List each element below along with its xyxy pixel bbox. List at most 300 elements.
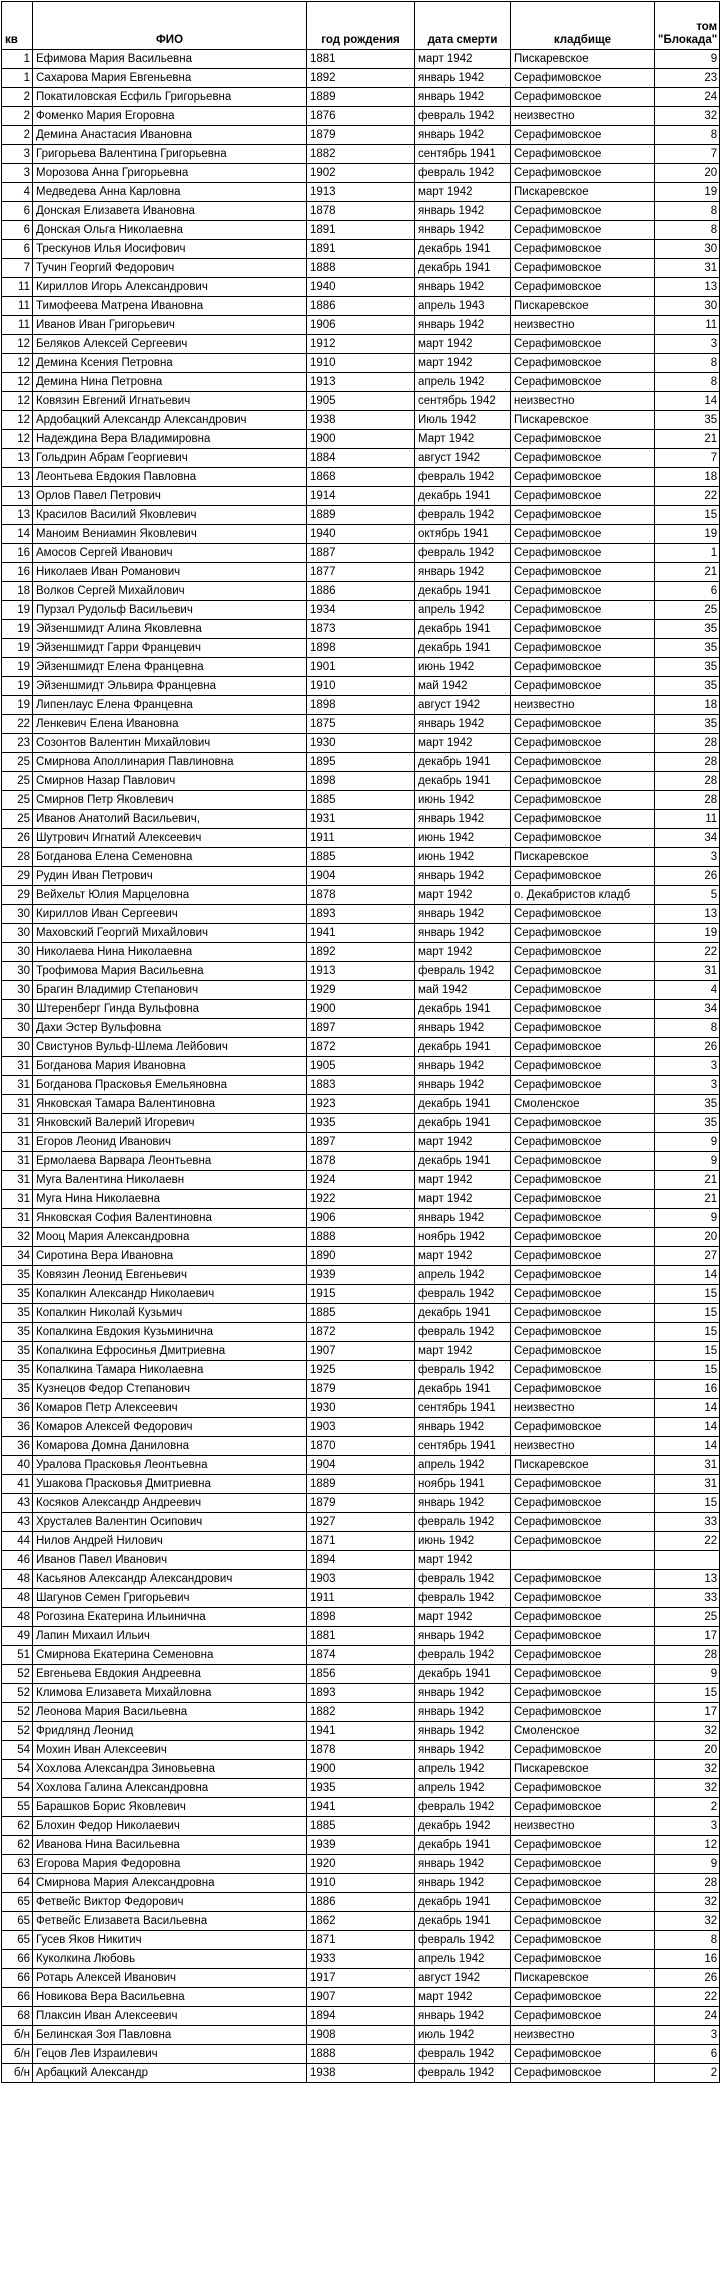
cell-birth-year: 1939	[307, 1266, 415, 1285]
cell-kv: 2	[2, 107, 33, 126]
cell-birth-year: 1933	[307, 1950, 415, 1969]
cell-birth-year: 1889	[307, 1475, 415, 1494]
cell-cemetery: Серафимовское	[511, 1057, 655, 1076]
cell-volume: 19	[655, 525, 720, 544]
cell-cemetery: Серафимовское	[511, 563, 655, 582]
cell-fio: Эйзеншмидт Алина Яковлевна	[33, 620, 307, 639]
cell-cemetery: Серафимовское	[511, 1076, 655, 1095]
cell-cemetery: Серафимовское	[511, 449, 655, 468]
cell-cemetery: Серафимовское	[511, 639, 655, 658]
cell-volume: 16	[655, 1380, 720, 1399]
table-row	[2, 1399, 720, 1418]
cell-fio: Фридлянд Леонид	[33, 1722, 307, 1741]
cell-cemetery: Пискаревское	[511, 1456, 655, 1475]
cell-kv: 26	[2, 829, 33, 848]
cell-fio: Тимофеева Матрена Ивановна	[33, 297, 307, 316]
cell-volume: 17	[655, 1703, 720, 1722]
table-row	[2, 1228, 720, 1247]
cell-fio: Копалкин Александр Николаевич	[33, 1285, 307, 1304]
cell-volume: 18	[655, 468, 720, 487]
table-row	[2, 2026, 720, 2045]
cell-fio: Муга Валентина Николаевн	[33, 1171, 307, 1190]
cell-birth-year: 1891	[307, 240, 415, 259]
cell-cemetery: Серафимовское	[511, 202, 655, 221]
cell-death-date: январь 1942	[415, 69, 511, 88]
cell-fio: Муга Нина Николаевна	[33, 1190, 307, 1209]
cell-kv: 46	[2, 1551, 33, 1570]
cell-fio: Арбацкий Александр	[33, 2064, 307, 2083]
cell-death-date: январь 1942	[415, 278, 511, 297]
cell-kv: 35	[2, 1323, 33, 1342]
cell-birth-year: 1900	[307, 430, 415, 449]
cell-birth-year: 1905	[307, 1057, 415, 1076]
cell-birth-year: 1879	[307, 1380, 415, 1399]
cell-birth-year: 1906	[307, 316, 415, 335]
cell-death-date: декабрь 1941	[415, 1095, 511, 1114]
cell-volume: 8	[655, 1931, 720, 1950]
cell-cemetery: Серафимовское	[511, 1893, 655, 1912]
table-row	[2, 107, 720, 126]
table-row	[2, 1456, 720, 1475]
cell-fio: Григорьева Валентина Григорьевна	[33, 145, 307, 164]
cell-volume: 15	[655, 1361, 720, 1380]
cell-volume: 32	[655, 1893, 720, 1912]
cell-volume: 18	[655, 696, 720, 715]
cell-kv: 36	[2, 1437, 33, 1456]
cell-death-date: август 1942	[415, 449, 511, 468]
cell-cemetery: Серафимовское	[511, 1836, 655, 1855]
cell-volume: 19	[655, 924, 720, 943]
cell-fio: Комаров Петр Алексеевич	[33, 1399, 307, 1418]
cell-volume: 9	[655, 50, 720, 69]
cell-fio: Кириллов Иван Сергеевич	[33, 905, 307, 924]
cell-cemetery: Серафимовское	[511, 1266, 655, 1285]
table-row	[2, 1114, 720, 1133]
cell-birth-year: 1907	[307, 1342, 415, 1361]
cell-cemetery: Серафимовское	[511, 1589, 655, 1608]
table-row	[2, 1133, 720, 1152]
cell-birth-year: 1920	[307, 1855, 415, 1874]
cell-kv: 31	[2, 1057, 33, 1076]
cell-kv: 19	[2, 696, 33, 715]
cell-cemetery: Смоленское	[511, 1095, 655, 1114]
cell-fio: Демина Ксения Петровна	[33, 354, 307, 373]
cell-fio: Трофимова Мария Васильевна	[33, 962, 307, 981]
cell-cemetery: Серафимовское	[511, 1019, 655, 1038]
cell-volume: 25	[655, 601, 720, 620]
table-row	[2, 1437, 720, 1456]
cell-death-date: март 1942	[415, 1988, 511, 2007]
table-row	[2, 1570, 720, 1589]
cell-fio: Богданова Елена Семеновна	[33, 848, 307, 867]
table-row	[2, 69, 720, 88]
cell-volume: 3	[655, 848, 720, 867]
cell-volume: 15	[655, 1323, 720, 1342]
cell-kv: 11	[2, 278, 33, 297]
cell-volume: 28	[655, 1874, 720, 1893]
cell-birth-year: 1908	[307, 2026, 415, 2045]
cell-kv: 25	[2, 810, 33, 829]
cell-cemetery: неизвестно	[511, 392, 655, 411]
cell-fio: Копалкина Ефросинья Дмитриевна	[33, 1342, 307, 1361]
cell-fio: Николаев Иван Романович	[33, 563, 307, 582]
cell-kv: 16	[2, 563, 33, 582]
cell-kv: 19	[2, 620, 33, 639]
cell-birth-year: 1887	[307, 544, 415, 563]
cell-fio: Амосов Сергей Иванович	[33, 544, 307, 563]
cell-kv: 66	[2, 1950, 33, 1969]
cell-volume: 14	[655, 1437, 720, 1456]
cell-fio: Белинская Зоя Павловна	[33, 2026, 307, 2045]
cell-birth-year: 1901	[307, 658, 415, 677]
cell-death-date: декабрь 1941	[415, 753, 511, 772]
table-row	[2, 1817, 720, 1836]
table-row	[2, 468, 720, 487]
cell-kv: 51	[2, 1646, 33, 1665]
cell-birth-year: 1930	[307, 734, 415, 753]
cell-kv: 52	[2, 1722, 33, 1741]
cell-death-date: январь 1942	[415, 924, 511, 943]
cell-fio: Нилов Андрей Нилович	[33, 1532, 307, 1551]
cell-death-date: февраль 1942	[415, 164, 511, 183]
cell-birth-year: 1898	[307, 772, 415, 791]
table-row	[2, 221, 720, 240]
cell-fio: Ковязин Леонид Евгеньевич	[33, 1266, 307, 1285]
cell-cemetery: Серафимовское	[511, 430, 655, 449]
cell-birth-year: 1883	[307, 1076, 415, 1095]
cell-fio: Рудин Иван Петрович	[33, 867, 307, 886]
cell-death-date: февраль 1942	[415, 1798, 511, 1817]
table-row	[2, 943, 720, 962]
table-row	[2, 164, 720, 183]
cell-cemetery: Серафимовское	[511, 1513, 655, 1532]
cell-fio: Пурзал Рудольф Васильевич	[33, 601, 307, 620]
cell-birth-year: 1893	[307, 1684, 415, 1703]
cell-kv: 66	[2, 1969, 33, 1988]
cell-birth-year: 1906	[307, 1209, 415, 1228]
table-row	[2, 601, 720, 620]
cell-death-date: август 1942	[415, 1969, 511, 1988]
cell-birth-year: 1881	[307, 1627, 415, 1646]
table-row	[2, 658, 720, 677]
cell-cemetery: Серафимовское	[511, 1418, 655, 1437]
table-row	[2, 1988, 720, 2007]
cell-fio: Комаров Алексей Федорович	[33, 1418, 307, 1437]
cell-cemetery: Пискаревское	[511, 1760, 655, 1779]
cell-cemetery: Серафимовское	[511, 981, 655, 1000]
table-row	[2, 487, 720, 506]
cell-death-date: март 1942	[415, 1551, 511, 1570]
header-fio: ФИО	[33, 2, 307, 50]
cell-volume: 26	[655, 867, 720, 886]
cell-birth-year: 1913	[307, 183, 415, 202]
table-row	[2, 1684, 720, 1703]
cell-kv: 7	[2, 259, 33, 278]
cell-death-date: апрель 1942	[415, 1950, 511, 1969]
cell-kv: б/н	[2, 2045, 33, 2064]
cell-birth-year: 1923	[307, 1095, 415, 1114]
cell-volume: 3	[655, 1057, 720, 1076]
cell-birth-year: 1876	[307, 107, 415, 126]
table-row	[2, 620, 720, 639]
cell-cemetery: Серафимовское	[511, 221, 655, 240]
cell-birth-year: 1878	[307, 202, 415, 221]
cell-death-date: ноябрь 1942	[415, 1228, 511, 1247]
cell-volume: 7	[655, 449, 720, 468]
cell-fio: Николаева Нина Николаевна	[33, 943, 307, 962]
cell-death-date: Март 1942	[415, 430, 511, 449]
cell-kv: 4	[2, 183, 33, 202]
cell-volume: 21	[655, 430, 720, 449]
cell-fio: Медведева Анна Карловна	[33, 183, 307, 202]
cell-death-date: январь 1942	[415, 905, 511, 924]
cell-birth-year: 1925	[307, 1361, 415, 1380]
cell-death-date: декабрь 1941	[415, 772, 511, 791]
cell-fio: Хохлова Александра Зиновьевна	[33, 1760, 307, 1779]
cell-kv: 6	[2, 240, 33, 259]
cell-birth-year: 1902	[307, 164, 415, 183]
cell-cemetery: Серафимовское	[511, 791, 655, 810]
cell-birth-year: 1892	[307, 943, 415, 962]
cell-kv: 1	[2, 69, 33, 88]
cell-death-date: декабрь 1941	[415, 1380, 511, 1399]
cell-kv: 30	[2, 1038, 33, 1057]
cell-birth-year: 1886	[307, 582, 415, 601]
cell-kv: 19	[2, 658, 33, 677]
cell-volume: 23	[655, 69, 720, 88]
cell-death-date: январь 1942	[415, 1741, 511, 1760]
cell-fio: Рогозина Екатерина Ильинична	[33, 1608, 307, 1627]
cell-cemetery: Серафимовское	[511, 1646, 655, 1665]
table-row	[2, 1285, 720, 1304]
cell-birth-year: 1904	[307, 1456, 415, 1475]
table-row	[2, 1741, 720, 1760]
table-row	[2, 126, 720, 145]
cell-death-date: январь 1942	[415, 1076, 511, 1095]
table-row	[2, 525, 720, 544]
table-row	[2, 316, 720, 335]
cell-volume: 24	[655, 2007, 720, 2026]
cell-birth-year: 1931	[307, 810, 415, 829]
cell-cemetery: Серафимовское	[511, 1532, 655, 1551]
table-row	[2, 1608, 720, 1627]
cell-death-date: декабрь 1941	[415, 1152, 511, 1171]
cell-volume: 11	[655, 316, 720, 335]
cell-birth-year: 1898	[307, 639, 415, 658]
cell-kv: 31	[2, 1171, 33, 1190]
cell-birth-year: 1871	[307, 1532, 415, 1551]
table-row	[2, 544, 720, 563]
cell-cemetery: Серафимовское	[511, 1855, 655, 1874]
cell-kv: 13	[2, 449, 33, 468]
cell-death-date: февраль 1942	[415, 962, 511, 981]
table-row	[2, 867, 720, 886]
cell-volume: 32	[655, 1779, 720, 1798]
cell-death-date: март 1942	[415, 1342, 511, 1361]
cell-birth-year: 1938	[307, 411, 415, 430]
cell-fio: Созонтов Валентин Михайлович	[33, 734, 307, 753]
cell-kv: 30	[2, 981, 33, 1000]
cell-death-date: март 1942	[415, 1190, 511, 1209]
cell-birth-year: 1938	[307, 2064, 415, 2083]
cell-fio: Красилов Василий Яковлевич	[33, 506, 307, 525]
cell-volume: 15	[655, 1342, 720, 1361]
cell-cemetery: неизвестно	[511, 316, 655, 335]
cell-birth-year: 1912	[307, 335, 415, 354]
table-row	[2, 715, 720, 734]
cell-death-date: январь 1942	[415, 1209, 511, 1228]
cell-volume	[655, 1551, 720, 1570]
cell-death-date: март 1942	[415, 734, 511, 753]
cell-cemetery: Серафимовское	[511, 1570, 655, 1589]
cell-kv: 54	[2, 1779, 33, 1798]
cell-cemetery: Серафимовское	[511, 1475, 655, 1494]
cell-kv: 29	[2, 886, 33, 905]
cell-volume: 9	[655, 1209, 720, 1228]
cell-kv: 62	[2, 1817, 33, 1836]
cell-cemetery: Серафимовское	[511, 2064, 655, 2083]
cell-death-date: март 1942	[415, 886, 511, 905]
cell-death-date: февраль 1942	[415, 1513, 511, 1532]
cell-birth-year: 1934	[307, 601, 415, 620]
cell-cemetery: Серафимовское	[511, 468, 655, 487]
cell-death-date: сентябрь 1941	[415, 1399, 511, 1418]
table-row	[2, 392, 720, 411]
cell-birth-year: 1892	[307, 69, 415, 88]
cell-kv: 31	[2, 1076, 33, 1095]
cell-death-date: декабрь 1941	[415, 639, 511, 658]
cell-volume: 8	[655, 373, 720, 392]
table-row	[2, 1703, 720, 1722]
cell-death-date: декабрь 1941	[415, 1665, 511, 1684]
cell-volume: 22	[655, 943, 720, 962]
cell-fio: Брагин Владимир Степанович	[33, 981, 307, 1000]
cell-death-date: декабрь 1941	[415, 1114, 511, 1133]
table-row	[2, 183, 720, 202]
table-row	[2, 278, 720, 297]
cell-cemetery: неизвестно	[511, 696, 655, 715]
cell-kv: 65	[2, 1912, 33, 1931]
header-kv: кв	[2, 2, 33, 50]
cell-fio: Трескунов Илья Иосифович	[33, 240, 307, 259]
table-row	[2, 373, 720, 392]
cell-fio: Вейхельт Юлия Марцеловна	[33, 886, 307, 905]
cell-death-date: май 1942	[415, 677, 511, 696]
cell-birth-year: 1877	[307, 563, 415, 582]
cell-volume: 14	[655, 1266, 720, 1285]
cell-kv: 36	[2, 1399, 33, 1418]
cell-volume: 15	[655, 1494, 720, 1513]
cell-kv: 11	[2, 316, 33, 335]
cell-cemetery: Серафимовское	[511, 1114, 655, 1133]
cell-kv: 32	[2, 1228, 33, 1247]
cell-birth-year: 1894	[307, 2007, 415, 2026]
cell-volume: 31	[655, 259, 720, 278]
cell-volume: 20	[655, 1741, 720, 1760]
cell-volume: 30	[655, 297, 720, 316]
cell-birth-year: 1882	[307, 145, 415, 164]
table-row	[2, 1931, 720, 1950]
cell-fio: Эйзеншмидт Елена Францевна	[33, 658, 307, 677]
header-row	[2, 2, 720, 50]
cell-kv: 14	[2, 525, 33, 544]
cell-death-date: март 1942	[415, 1133, 511, 1152]
cell-kv: 16	[2, 544, 33, 563]
cell-fio: Кириллов Игорь Александрович	[33, 278, 307, 297]
cell-volume: 9	[655, 1665, 720, 1684]
cell-volume: 28	[655, 753, 720, 772]
table-row	[2, 1380, 720, 1399]
cell-cemetery: Серафимовское	[511, 620, 655, 639]
cell-cemetery: Серафимовское	[511, 658, 655, 677]
cell-cemetery: Серафимовское	[511, 1171, 655, 1190]
cell-birth-year: 1878	[307, 1741, 415, 1760]
cell-fio: Иванов Анатолий Васильевич,	[33, 810, 307, 829]
cell-fio: Иванов Павел Иванович	[33, 1551, 307, 1570]
cell-birth-year: 1895	[307, 753, 415, 772]
table-row	[2, 1836, 720, 1855]
cell-fio: Барашков Борис Яковлевич	[33, 1798, 307, 1817]
cell-birth-year: 1888	[307, 259, 415, 278]
cell-birth-year: 1885	[307, 848, 415, 867]
cell-volume: 34	[655, 1000, 720, 1019]
cell-cemetery: Пискаревское	[511, 1969, 655, 1988]
table-row	[2, 981, 720, 1000]
cell-fio: Шагунов Семен Григорьевич	[33, 1589, 307, 1608]
cell-cemetery: Серафимовское	[511, 1741, 655, 1760]
cell-kv: 44	[2, 1532, 33, 1551]
cell-volume: 9	[655, 1855, 720, 1874]
table-row	[2, 1000, 720, 1019]
cell-fio: Смирнова Екатерина Семеновна	[33, 1646, 307, 1665]
cell-kv: 48	[2, 1570, 33, 1589]
cell-cemetery: Серафимовское	[511, 1684, 655, 1703]
cell-kv: 6	[2, 221, 33, 240]
table-row	[2, 791, 720, 810]
cell-fio: Гецов Лев Израилевич	[33, 2045, 307, 2064]
cell-birth-year: 1915	[307, 1285, 415, 1304]
cell-birth-year: 1905	[307, 392, 415, 411]
table-row	[2, 1304, 720, 1323]
cell-fio: Копалкин Николай Кузьмич	[33, 1304, 307, 1323]
cell-birth-year: 1886	[307, 297, 415, 316]
cell-fio: Донская Елизавета Ивановна	[33, 202, 307, 221]
table-row	[2, 2045, 720, 2064]
cell-cemetery: Серафимовское	[511, 354, 655, 373]
cell-kv: 3	[2, 145, 33, 164]
cell-death-date: февраль 1942	[415, 2064, 511, 2083]
cell-cemetery: Серафимовское	[511, 1323, 655, 1342]
cell-birth-year: 1893	[307, 905, 415, 924]
cell-fio: Волков Сергей Михайлович	[33, 582, 307, 601]
cell-volume: 6	[655, 582, 720, 601]
cell-kv: 65	[2, 1931, 33, 1950]
cell-kv: 43	[2, 1513, 33, 1532]
cell-volume: 8	[655, 354, 720, 373]
cell-death-date: сентябрь 1942	[415, 392, 511, 411]
cell-fio: Куколкина Любовь	[33, 1950, 307, 1969]
cell-cemetery: неизвестно	[511, 1817, 655, 1836]
cell-birth-year: 1941	[307, 1798, 415, 1817]
cell-kv: 54	[2, 1760, 33, 1779]
cell-death-date: декабрь 1941	[415, 1836, 511, 1855]
cell-fio: Смирнова Аполлинария Павлиновна	[33, 753, 307, 772]
cell-kv: 52	[2, 1684, 33, 1703]
cell-death-date: март 1942	[415, 50, 511, 69]
cell-cemetery: Серафимовское	[511, 69, 655, 88]
cell-cemetery: Серафимовское	[511, 810, 655, 829]
cell-birth-year: 1878	[307, 886, 415, 905]
